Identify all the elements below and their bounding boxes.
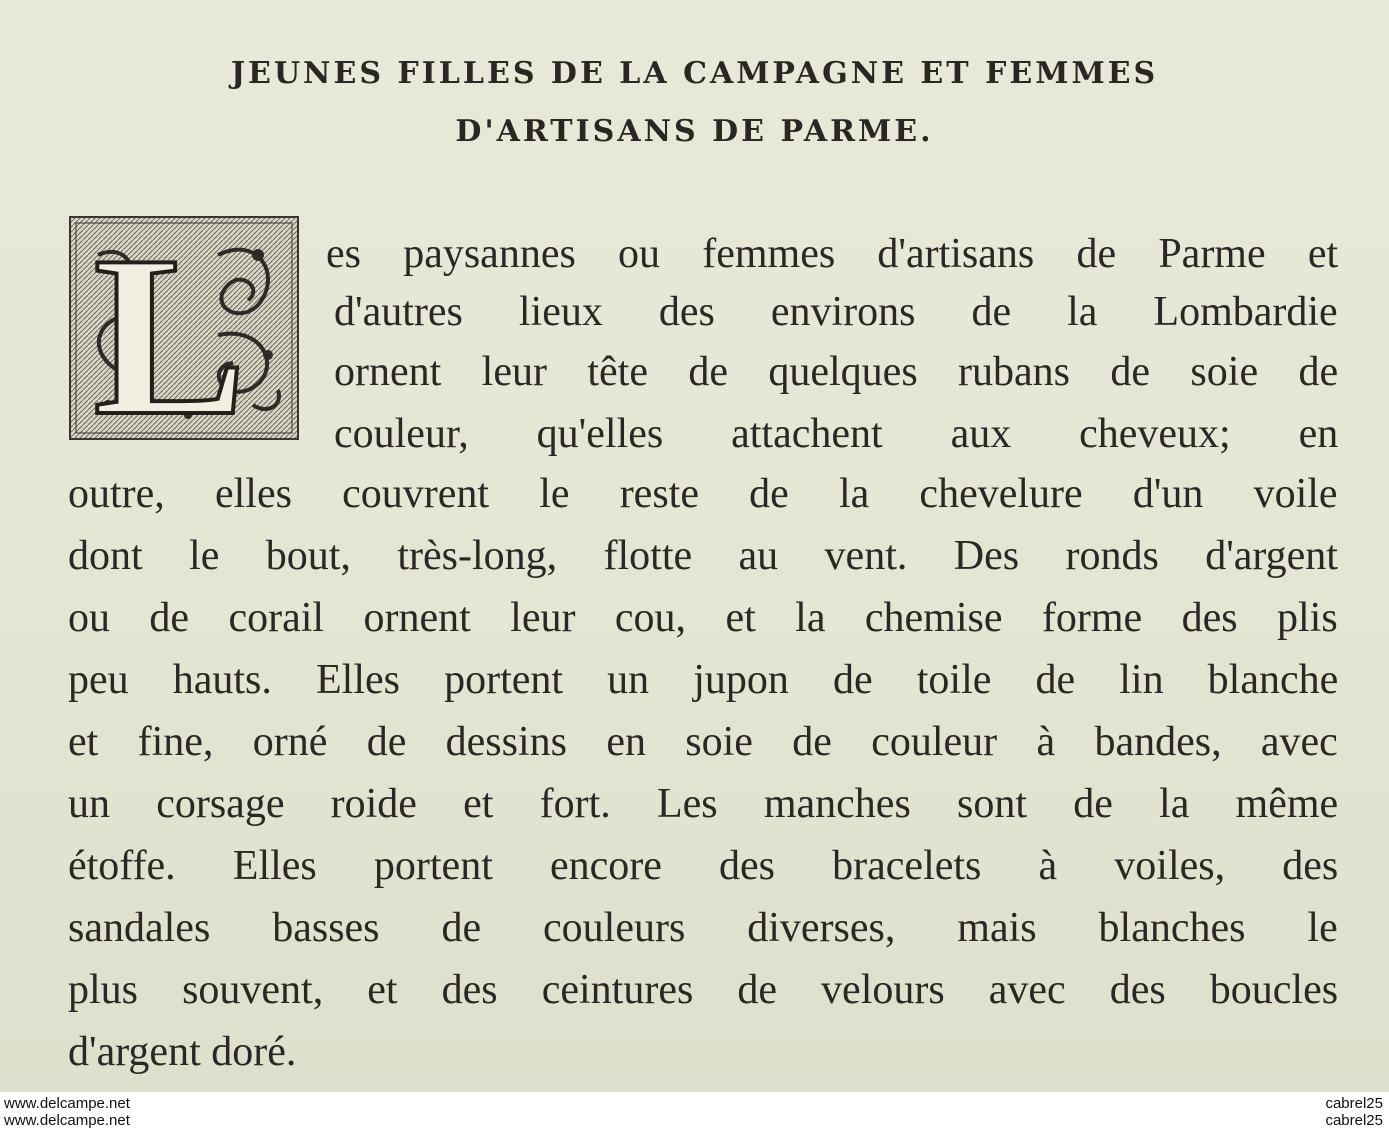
- text-line-11: étoffe. Elles portent encore des bracelets à voiles, des: [68, 843, 1339, 889]
- text-line-13: plus souvent, et des ceintures de velours avec des boucles: [68, 967, 1339, 1013]
- text-line-12: sandales basses de couleurs diverses, mais blanches le: [68, 905, 1338, 951]
- text-line-10: un corsage roide et fort. Les manches sont de la même: [68, 781, 1339, 827]
- text-line-3: ornent leur tête de quelques rubans de soie de: [334, 349, 1339, 395]
- watermark-url-bottom: www.delcampe.net: [4, 1112, 130, 1129]
- text-line-4: couleur, qu'elles attachent aux cheveux; en: [334, 411, 1339, 457]
- text-line-2: d'autres lieux des environs de la Lombardie: [334, 289, 1338, 335]
- watermark-url-top: www.delcampe.net: [4, 1095, 130, 1112]
- watermark-seller-bottom: cabrel25: [1325, 1112, 1383, 1129]
- title-line-2: D'ARTISANS DE PARME.: [455, 114, 934, 149]
- watermark-seller-top: cabrel25: [1325, 1095, 1383, 1112]
- text-line-8: peu hauts. Elles portent un jupon de toile de lin blanche: [68, 657, 1339, 703]
- text-line-5: outre, elles couvrent le reste de la chevelure d'un voile: [68, 471, 1338, 517]
- text-line-1: es paysannes ou femmes d'artisans de Parme et: [326, 231, 1339, 277]
- text-line-7: ou de corail ornent leur cou, et la chemise forme des plis: [68, 595, 1338, 641]
- text-line-9: et fine, orné de dessins en soie de couleur à bandes, avec: [68, 719, 1338, 765]
- title-line-1: JEUNES FILLES DE LA CAMPAGNE ET FEMMES: [230, 56, 1159, 91]
- watermark-bar: [0, 1092, 1389, 1132]
- drop-cap-letter: L: [93, 215, 247, 441]
- text-line-6: dont le bout, très-long, flotte au vent. Des ronds d'argent: [68, 533, 1338, 579]
- text-line-14: d'argent doré.: [68, 1029, 297, 1075]
